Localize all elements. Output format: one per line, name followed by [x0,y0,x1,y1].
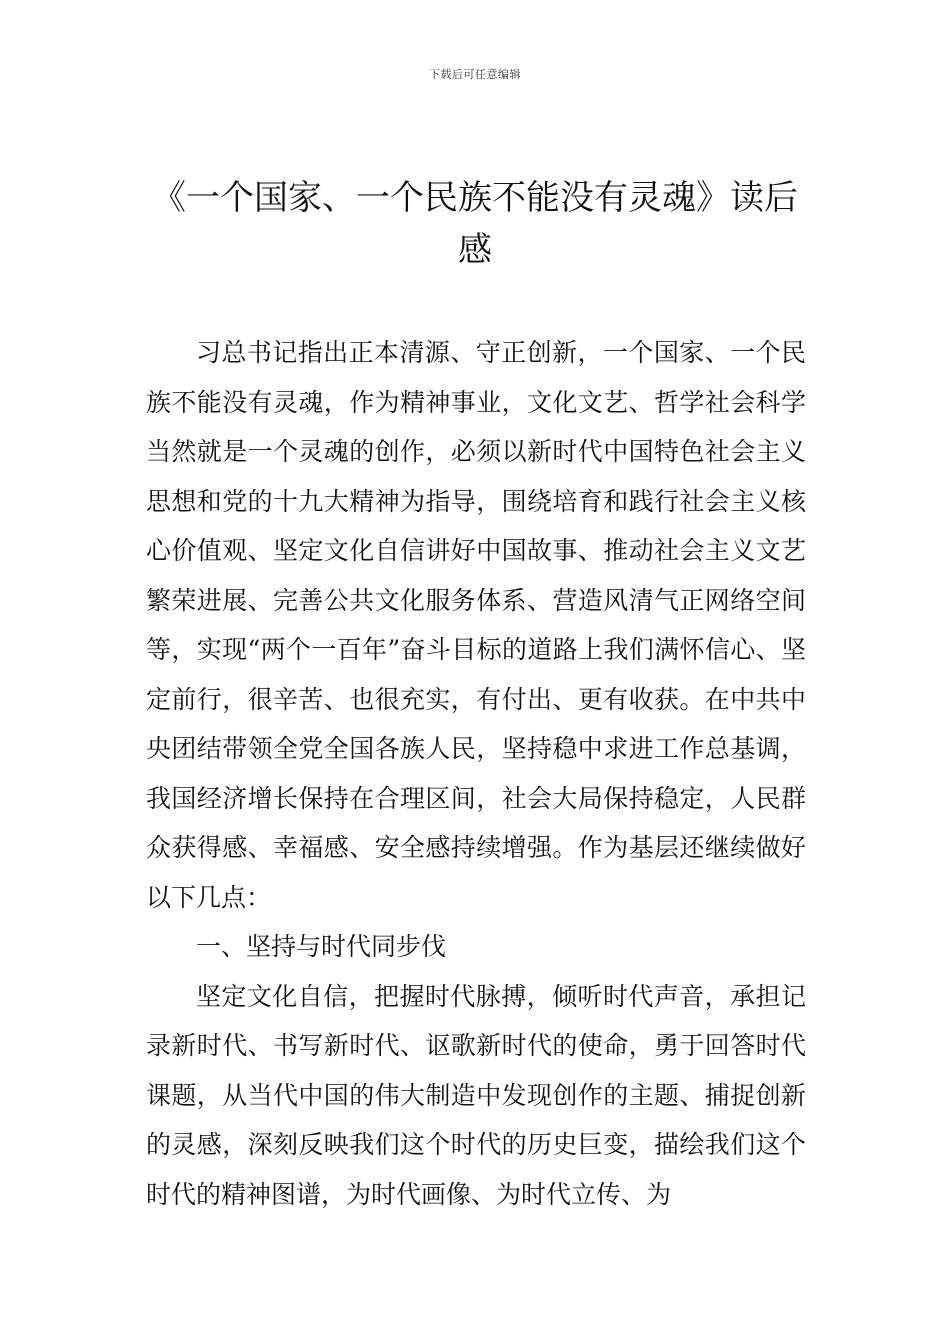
header-note: 下载后可任意编辑 [429,68,521,81]
paragraph-intro: 习总书记指出正本清源、守正创新，一个国家、一个民族不能没有灵魂，作为精神事业，文化文艺、哲学社会科学当然就是一个灵魂的创作，必须以新时代中国特色社会主义思想和党的十九大精神为指导，围绕培育和践行社会主义核心价值观、坚定文化自信讲好中国故事、推动社会主义文艺繁荣进展、完善公共文化服务体系、营造风清气正网络空间等，实现“两个一百年”奋斗目标的道路上我们满怀信心、坚定前行，很辛苦、也很充实，有付出、更有收获。在中共中央团结带领全党全国各族人民，坚持稳中求进工作总基调，我国经济增长保持在合理区间，社会大局保持稳定，人民群众获得感、幸福感、安全感持续增强。作为基层还继续做好以下几点： [146,338,806,912]
section-heading: 一、坚持与时代同步伐 [196,932,447,961]
document-body [146,328,806,1219]
paragraph-section-1: 坚定文化自信，把握时代脉搏，倾听时代声音，承担记录新时代、书写新时代、讴歌新时代的使命，勇于回答时代课题，从当代中国的伟大制造中发现创作的主题、捕捉创新的灵感，深刻反映我们这个时代的历史巨变，描绘我们这个时代的精神图谱，为时代画像、为时代立传、为 [146,981,806,1209]
document-title: 《一个国家、一个民族不能没有灵魂》读后感 [152,178,798,270]
